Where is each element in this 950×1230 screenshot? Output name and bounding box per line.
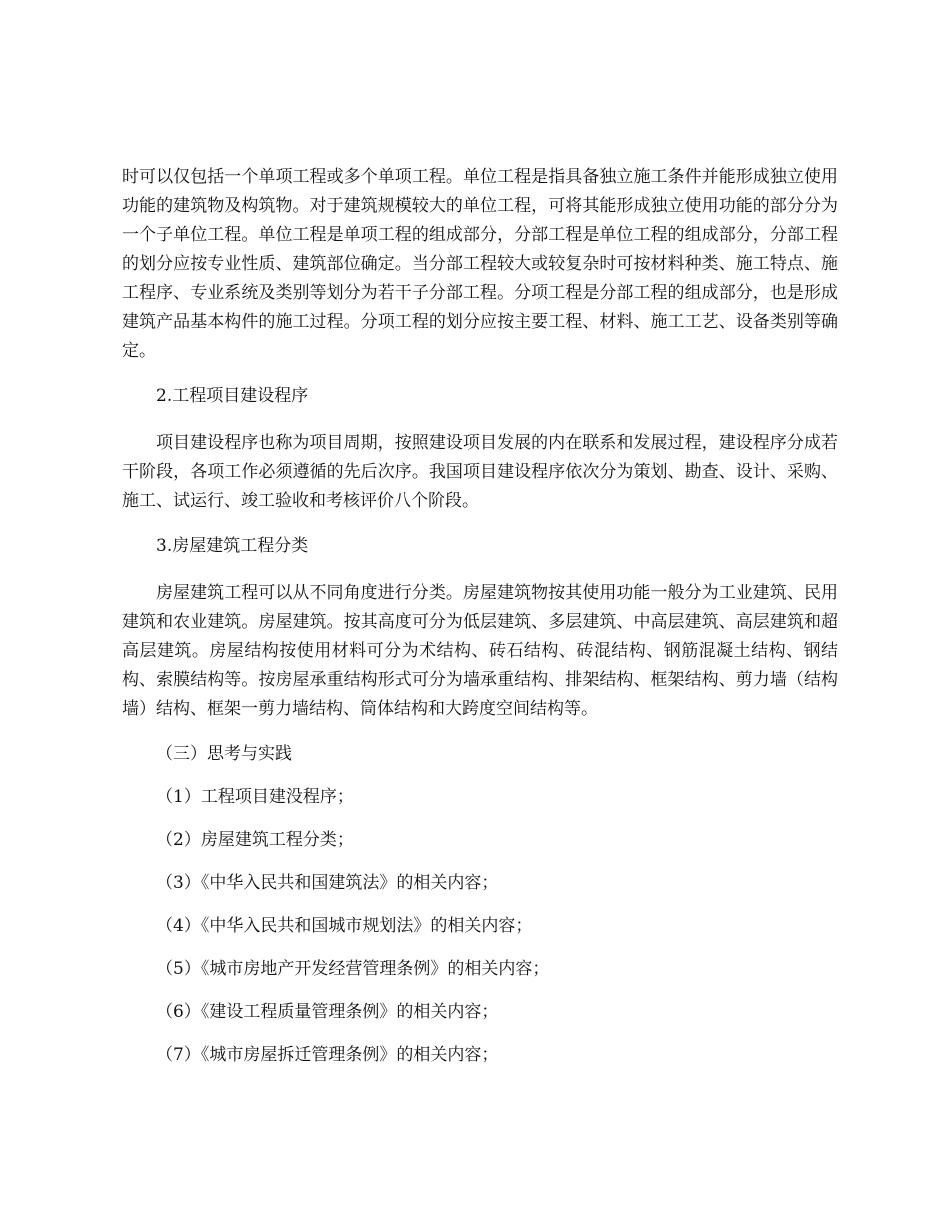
practice-item-1: （1）工程项目建没程序； — [156, 787, 354, 807]
section-heading-building-classification: 3.房屋建筑工程分类 — [156, 536, 309, 556]
practice-item-5: （5）《城市房地产开发经营管理条例》的相关内容； — [156, 959, 550, 979]
practice-item-2: （2）房屋建筑工程分类； — [156, 830, 354, 850]
practice-item-3: （3）《中华入民共和国建筑法》的相关内容； — [156, 873, 499, 893]
paragraph-building-classification: 房屋建筑工程可以从不同角度进行分类。房屋建筑物按其使用功能一般分为工业建筑、民用建筑和农业建筑。房屋建筑。按其高度可分为低层建筑、多层建筑、中高层建筑、高层建筑和超高层建筑。房屋结构按使用材料可分为术结构、砖石结构、砖混结构、钢筋混凝土结构、钢结构、索膜结构等。按房屋承重结构形式可分为墙承重结构、排架结构、框架结构、剪力墙（结构墙）结构、框架一剪力墙结构、筒体结构和大跨度空间结构等。 — [122, 583, 838, 719]
page-body — [122, 163, 838, 1084]
practice-item-6: （6）《建设工程质量管理条例》的相关内容； — [156, 1002, 499, 1022]
practice-item-7: （7）《城市房屋拆迁管理条例》的相关内容； — [156, 1045, 499, 1065]
practice-item-4: （4）《中华入民共和国城市规划法》的相关内容； — [156, 916, 533, 936]
section-heading-construction-procedure: 2.工程项目建设程序 — [156, 386, 309, 406]
practice-heading: （三）思考与实践 — [156, 744, 292, 764]
paragraph-unit-project: 时可以仅包括一个单项工程或多个单项工程。单位工程是指具备独立施工条件并能形成独立使用功能的建筑物及构筑物。对于建筑规模较大的单位工程，可将其能形成独立使用功能的部分分为一个子单位工程。单位工程是单项工程的组成部分，分部工程是单位工程的组成部分，分部工程的划分应按专业性质、建筑部位确定。当分部工程较大或较复杂时可按材料种类、施工特点、施工程序、专业系统及类别等划分为若干子分部工程。分项工程是分部工程的组成部分，也是形成建筑产品基本构件的施工过程。分项工程的划分应按主要工程、材料、施工工艺、设备类别等确定。 — [122, 167, 838, 361]
paragraph-construction-procedure: 项目建设程序也称为项目周期，按照建设项目发展的内在联系和发展过程，建设程序分成若干阶段，各项工作必须遵循的先后次序。我国项目建设程序依次分为策划、勘查、设计、采购、施工、试运行、竣工验收和考核评价八个阶段。 — [122, 433, 838, 511]
